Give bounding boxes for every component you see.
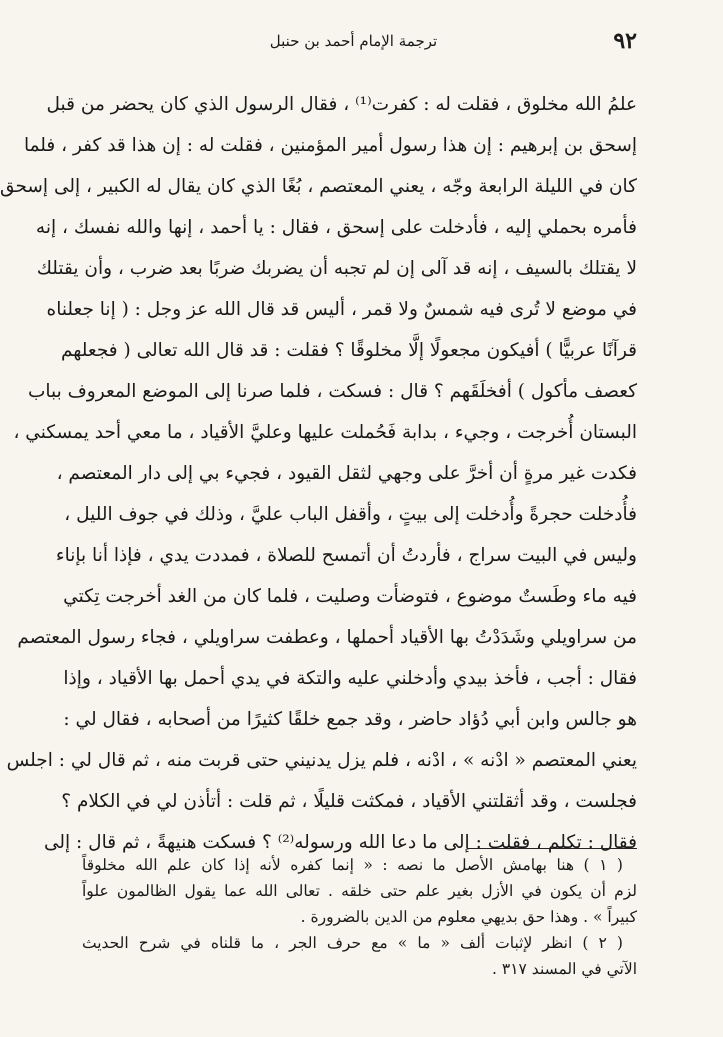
text-line: فكدت غير مرةٍ أن أخرَّ على وجهي لثقل القيود ، فجيء بي إلى دار المعتصم ، bbox=[56, 463, 637, 484]
text-line: علمُ الله مخلوق ، فقلت له : كفرت⁽¹⁾ ، فقال الرسول الذي كان يحضر من قبل bbox=[46, 94, 637, 115]
text-line: إسحق بن إبرهيم : إن هذا رسول أمير المؤمنين ، فقلت له : إن هذا قد كفر ، فلما bbox=[23, 135, 637, 156]
text-line: فقال : تكلم ، فقلت : إلى ما دعا الله ورسوله⁽²⁾ ؟ فسكت هنيهةً ، ثم قال : إلى bbox=[43, 832, 637, 853]
text-line: لا يقتلك بالسيف ، إنه قد آلى إن لم تجبه أن يضربك ضربًا بعد ضرب ، وأن يقتلك bbox=[36, 258, 637, 279]
footnote-line: لزم أن يكون في الأزل بغير علم حتى خلقه . تعالى الله عما يقول الظالمون علواً bbox=[82, 882, 637, 900]
footnote-separator bbox=[467, 848, 637, 849]
footnote-1 bbox=[82, 852, 637, 930]
text-line: فجلست ، وقد أثقلتني الأقياد ، فمكثت قليلًا ، ثم قلت : أتأذن لي في الكلام ؟ bbox=[61, 791, 637, 812]
text-line: فقال : أجب ، فأخذ بيدي وأدخلني عليه والتكة في يدي أحمل بها الأقياد ، وإذا bbox=[63, 668, 637, 689]
text-line: يعني المعتصم « ادْنه » ، ادْنه ، فلم يزل يدنيني حتى قربت منه ، ثم قال لي : اجلس bbox=[6, 750, 637, 771]
text-line: فأُدخلت حجرةً وأُدخلت إلى بيتٍ ، وأقفل الباب عليَّ ، وذلك في جوف الليل ، bbox=[64, 504, 637, 525]
text-line: وليس في البيت سراج ، فأردتُ أن أتمسح للصلاة ، فمددت يدي ، فإذا أنا بإناء bbox=[55, 545, 637, 566]
footnote-line: كبيراً » . وهذا حق بديهي معلوم من الدين بالضرورة . bbox=[300, 908, 637, 926]
text-line: هو جالس وابن أبي دُؤاد حاضر ، وقد جمع خلقًا كثيرًا من أصحابه ، فقال لي : bbox=[63, 709, 637, 730]
footnote-line: الآتي في المسند ٣١٧ . bbox=[492, 960, 637, 978]
text-line: في موضع لا تُرى فيه شمسٌ ولا قمر ، أليس قد قال الله عز وجل : ( إنا جعلناه bbox=[46, 299, 637, 320]
page-number: ٩٢ bbox=[613, 28, 637, 54]
body-text bbox=[0, 84, 637, 863]
footnotes bbox=[82, 852, 637, 982]
text-line: قرآنًا عربيًّا ) أفيكون مجعولًا إلَّا مخلوقًا ؟ فقلت : قد قال الله تعالى ( فجعلهم bbox=[60, 340, 637, 361]
text-line: فيه ماء وطَستٌ موضوع ، فتوضأت وصليت ، فلما كان من الغد أخرجت تِكتي bbox=[63, 586, 637, 607]
text-line: كعصف مأكول ) أفخلَقَهم ؟ قال : فسكت ، فلما صرنا إلى الموضع المعروف بباب bbox=[27, 381, 637, 402]
text-line: كان في الليلة الرابعة وجّه ، يعني المعتصم ، بُغًا الذي كان يقال له الكبير ، إلى إسحق bbox=[0, 176, 637, 197]
text-line: فأمره بحملي إليه ، فأدخلت على إسحق ، فقال : يا أحمد ، إنها والله نفسك ، إنه bbox=[35, 217, 637, 238]
running-title: ترجمة الإمام أحمد بن حنبل bbox=[269, 32, 438, 50]
footnote-line: ( ١ ) هنا بهامش الأصل ما نصه : « إنما كفره لأنه إذا كان علم الله مخلوقاً bbox=[82, 856, 623, 874]
footnote-2 bbox=[82, 930, 637, 982]
footnote-line: ( ٢ ) انظر لإثبات ألف « ما » مع حرف الجر ، ما قلناه في شرح الحديث bbox=[82, 934, 623, 952]
text-line: البستان أُخرجت ، وجيء ، بدابة فَحُملت عليها وعليَّ الأقياد ، ما معي أحد يمسكني ، bbox=[13, 422, 637, 443]
page-header bbox=[70, 28, 637, 56]
text-line: من سراويلي وشَدَدْتُ بها الأقياد أحملها ، وعطفت سراويلي ، فجاء رسول المعتصم bbox=[17, 627, 637, 648]
